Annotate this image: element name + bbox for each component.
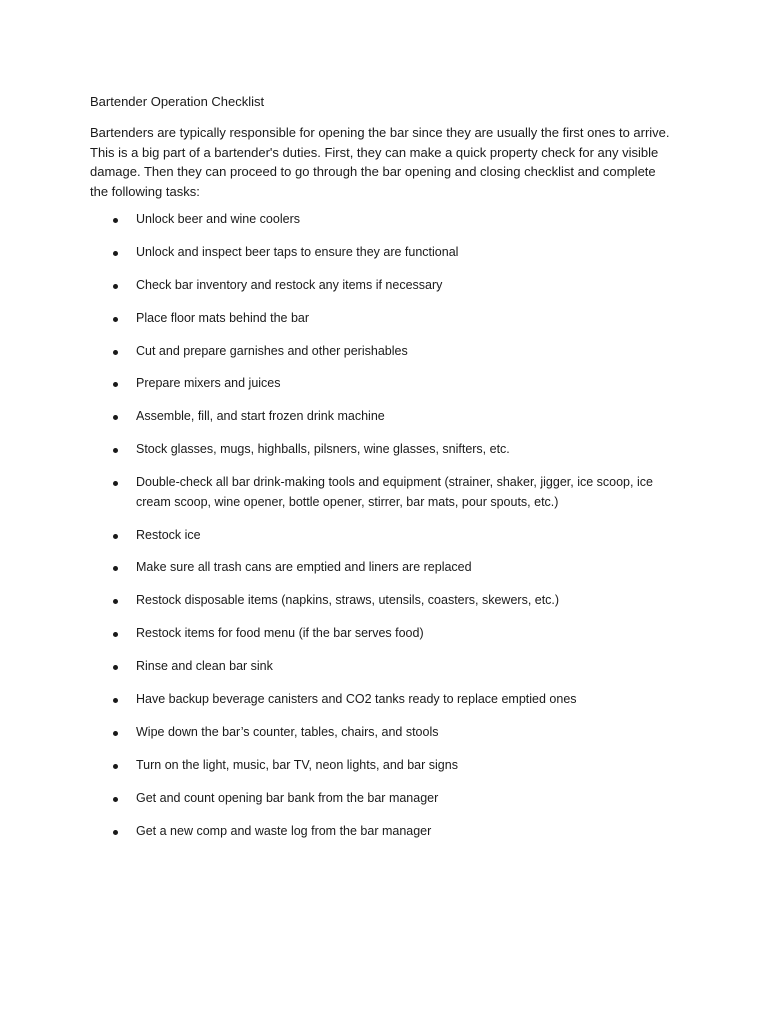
checklist-item-text: Turn on the light, music, bar TV, neon lights, and bar signs xyxy=(136,757,458,772)
bullet-icon xyxy=(113,698,118,703)
bullet-icon xyxy=(113,448,118,453)
checklist-item xyxy=(90,473,670,512)
checklist-item xyxy=(90,690,670,710)
checklist-item xyxy=(90,407,670,427)
checklist-item-text: Stock glasses, mugs, highballs, pilsners, wine glasses, snifters, etc. xyxy=(136,442,510,457)
checklist-item-text: Restock ice xyxy=(136,527,201,542)
checklist-item xyxy=(90,309,670,329)
document-title: Bartender Operation Checklist xyxy=(90,94,265,109)
checklist-item-text: Restock items for food menu (if the bar serves food) xyxy=(136,626,424,641)
bullet-icon xyxy=(113,534,118,539)
checklist-item-text: Rinse and clean bar sink xyxy=(136,659,273,674)
checklist-item xyxy=(90,243,670,263)
bullet-icon xyxy=(113,665,118,670)
checklist-item-text: Check bar inventory and restock any items if necessary xyxy=(136,277,443,292)
checklist-item xyxy=(90,526,670,546)
checklist-item-text: Restock disposable items (napkins, straws, utensils, coasters, skewers, etc.) xyxy=(136,593,560,608)
bullet-icon xyxy=(113,350,118,355)
checklist-item xyxy=(90,591,670,611)
checklist-item xyxy=(90,822,670,842)
bullet-icon xyxy=(113,566,118,571)
checklist-item xyxy=(90,756,670,776)
checklist-item xyxy=(90,440,670,460)
checklist-item-text: Double-check all bar drink-making tools and equipment (strainer, shaker, jigger, ice scoop, ice cream scoop, wine opener, bottle opener, stirrer, bar mats, pour spouts, etc.) xyxy=(136,475,653,509)
checklist-item-text: Place floor mats behind the bar xyxy=(136,310,310,325)
checklist-item-text: Unlock and inspect beer taps to ensure they are functional xyxy=(136,244,459,259)
bullet-icon xyxy=(113,382,118,387)
checklist-item-text: Cut and prepare garnishes and other perishables xyxy=(136,343,408,358)
checklist-item-text: Assemble, fill, and start frozen drink machine xyxy=(136,409,385,424)
checklist-item xyxy=(90,374,670,394)
checklist-item-text: Make sure all trash cans are emptied and liners are replaced xyxy=(136,560,472,575)
bullet-icon xyxy=(113,830,118,835)
bullet-icon xyxy=(113,797,118,802)
checklist-item xyxy=(90,723,670,743)
checklist-item xyxy=(90,657,670,677)
bullet-icon xyxy=(113,632,118,637)
task-checklist xyxy=(90,210,670,841)
checklist-item xyxy=(90,276,670,296)
bullet-icon xyxy=(113,764,118,769)
document-page xyxy=(90,92,670,854)
checklist-item xyxy=(90,624,670,644)
checklist-item xyxy=(90,342,670,362)
checklist-item-text: Get a new comp and waste log from the bar manager xyxy=(136,823,432,838)
bullet-icon xyxy=(113,251,118,256)
checklist-item xyxy=(90,210,670,230)
checklist-item-text: Have backup beverage canisters and CO2 tanks ready to replace emptied ones xyxy=(136,691,577,706)
checklist-item-text: Wipe down the bar’s counter, tables, chairs, and stools xyxy=(136,724,439,739)
checklist-item-text: Unlock beer and wine coolers xyxy=(136,212,300,226)
bullet-icon xyxy=(113,284,118,289)
checklist-item xyxy=(90,558,670,578)
bullet-icon xyxy=(113,731,118,736)
checklist-item-text: Prepare mixers and juices xyxy=(136,376,281,391)
bullet-icon xyxy=(113,481,118,486)
bullet-icon xyxy=(113,218,118,223)
intro-paragraph: Bartenders are typically responsible for opening the bar since they are usually the first ones to arrive. This is a big part of a bartender's duties. First, they can make a quick property check for any visible damage. Then they can proceed to go through the bar opening and closing checklist and complete the following tasks: xyxy=(90,125,670,199)
checklist-item xyxy=(90,789,670,809)
bullet-icon xyxy=(113,599,118,604)
bullet-icon xyxy=(113,317,118,322)
bullet-icon xyxy=(113,415,118,420)
checklist-item-text: Get and count opening bar bank from the bar manager xyxy=(136,790,439,805)
